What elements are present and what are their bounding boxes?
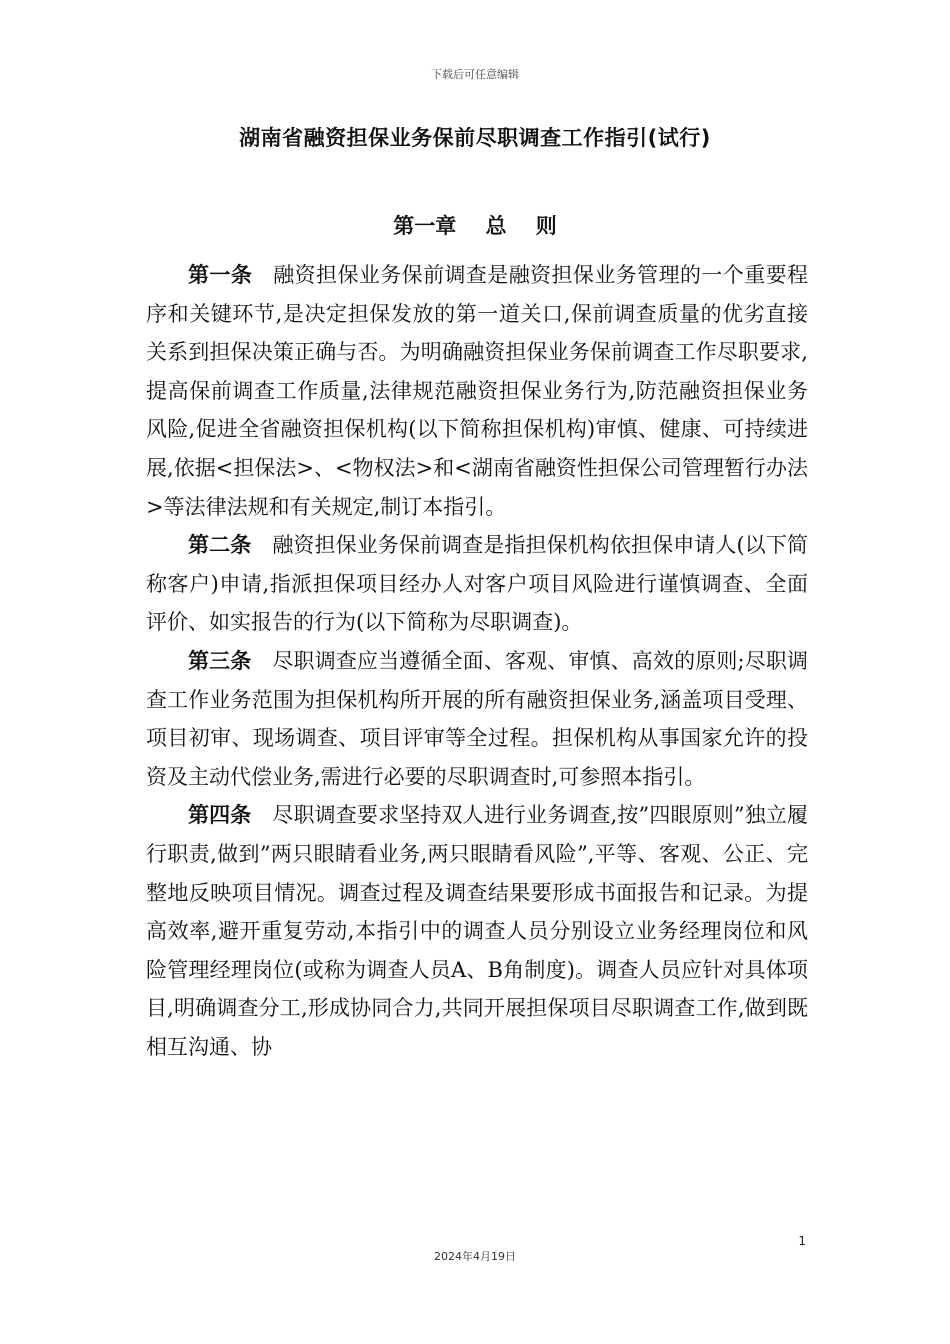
article-label: 第二条	[188, 533, 252, 558]
article-1	[146, 256, 808, 526]
article-label: 第三条	[188, 648, 252, 673]
header-note: 下载后可任意编辑	[431, 68, 519, 81]
article-text: 尽职调查应当遵循全面、客观、审慎、高效的原则;尽职调查工作业务范围为担保机构所开展的所有融资担保业务,涵盖项目受理、项目初审、现场调查、项目评审等全过程。担保机构从事国家允许的投资及主动代偿业务,需进行必要的尽职调查时,可参照本指引。	[146, 648, 808, 789]
page-number: 1	[798, 1234, 806, 1248]
article-label: 第四条	[188, 803, 252, 828]
article-2	[146, 526, 808, 642]
document-body	[146, 256, 808, 1066]
article-text: 尽职调查要求坚持双人进行业务调查,按”四眼原则”独立履行职责,做到”两只眼睛看业务,两只眼睛看风险”,平等、客观、公正、完整地反映项目情况。调查过程及调查结果要形成书面报告和记录。为提高效率,避开重复劳动,本指引中的调查人员分别设立业务经理岗位和风险管理经理岗位(或称为调查人员A、B角制度)。调查人员应针对具体项目,明确调查分工,形成协同合力,共同开展担保项目尽职调查工作,做到既相互沟通、协	[146, 803, 808, 1059]
article-4	[146, 796, 808, 1066]
article-label: 第一条	[188, 263, 253, 287]
article-text: 融资担保业务保前调查是指担保机构依担保申请人(以下简称客户)申请,指派担保项目经办人对客户项目风险进行谨慎调查、全面评价、如实报告的行为(以下简称为尽职调查)。	[146, 533, 809, 635]
article-3	[146, 642, 808, 796]
chapter-heading: 第一章 总 则	[393, 214, 557, 238]
footer-date: 2024年4月19日	[434, 1250, 516, 1263]
document-title: 湖南省融资担保业务保前尽职调查工作指引(试行)	[239, 126, 711, 150]
article-text: 融资担保业务保前调查是融资担保业务管理的一个重要程序和关键环节,是决定担保发放的第一道关口,保前调查质量的优劣直接关系到担保决策正确与否。为明确融资担保业务保前调查工作尽职要求,提高保前调查工作质量,法律规范融资担保业务行为,防范融资担保业务风险,促进全省融资担保机构(以下简称担保机构)审慎、健康、可持续进展,依据<担保法>、<物权法>和<湖南省融资性担保公司管理暂行办法>等法律法规和有关规定,制订本指引。	[146, 263, 809, 519]
